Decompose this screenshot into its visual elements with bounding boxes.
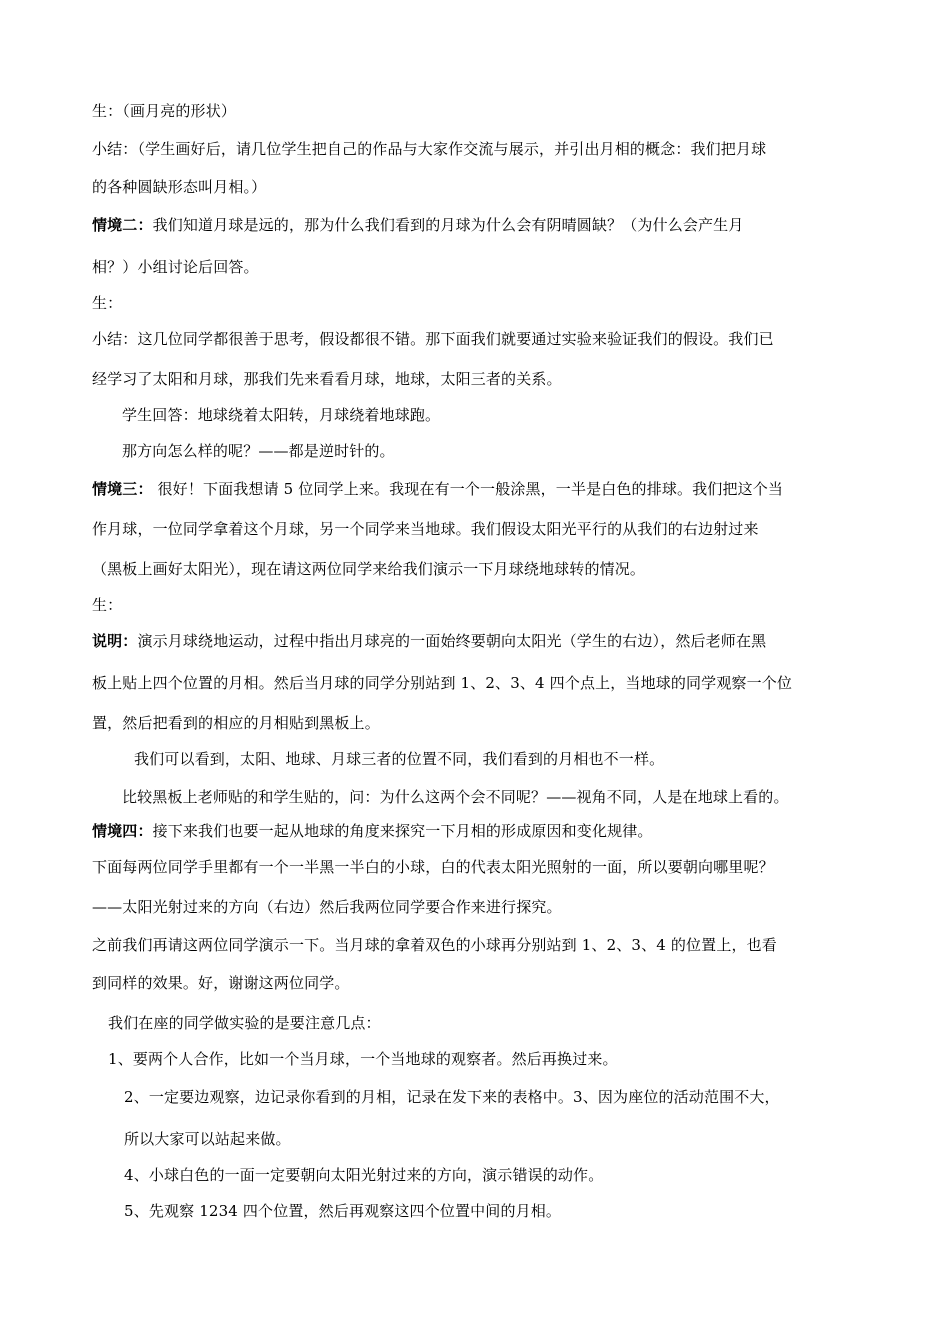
scene-2-label: 情境二：	[92, 216, 153, 234]
list-item: 2、一定要边观察，边记录你看到的月相，记录在发下来的表格中。3、因为座位的活动范围不大，	[124, 1088, 780, 1106]
scene-4-label: 情境四：	[92, 822, 153, 840]
text-line: 那方向怎么样的呢？——都是逆时针的。	[122, 442, 395, 460]
text-line: 下面每两位同学手里都有一个一半黑一半白的小球，白的代表太阳光照射的一面，所以要朝向哪里呢？	[92, 858, 774, 876]
paragraph-note	[92, 630, 872, 652]
text-line: 学生回答：地球绕着太阳转，月球绕着地球跑。	[122, 406, 441, 424]
note-label: 说明：	[92, 632, 138, 650]
paragraph-scene-2	[92, 214, 872, 236]
text-line: ——太阳光射过来的方向（右边）然后我两位同学要合作来进行探究。	[92, 898, 562, 916]
scene-3-label: 情境三：	[92, 480, 153, 498]
text-line: 小结：（学生画好后，请几位学生把自己的作品与大家作交流与展示，并引出月相的概念：我们把月球	[92, 140, 767, 158]
text-line: 我们在座的同学做实验的是要注意几点：	[108, 1014, 381, 1032]
text-line: 生：	[92, 596, 123, 614]
text-line: 比较黑板上老师贴的和学生贴的，问：为什么这两个会不同呢？——视角不同，人是在地球上看的。	[122, 788, 789, 806]
text-line: 到同样的效果。好，谢谢这两位同学。	[92, 974, 350, 992]
text-line: 板上贴上四个位置的月相。然后当月球的同学分别站到 1、2、3、4 四个点上，当地球的同学观察一个位	[92, 674, 793, 692]
list-item: 1、要两个人合作，比如一个当月球，一个当地球的观察者。然后再换过来。	[108, 1050, 618, 1068]
text-line: 接下来我们也要一起从地球的角度来探究一下月相的形成原因和变化规律。	[152, 822, 653, 840]
text-line: 作月球，一位同学拿着这个月球，另一个同学来当地球。我们假设太阳光平行的从我们的右边射过来	[92, 520, 759, 538]
text-line: 很好！下面我想请 5 位同学上来。我现在有一个一般涂黑，一半是白色的排球。我们把这个当	[152, 480, 784, 498]
text-line: 小结：这几位同学都很善于思考，假设都很不错。那下面我们就要通过实验来验证我们的假设。我们已	[92, 330, 774, 348]
list-item: 5、先观察 1234 四个位置，然后再观察这四个位置中间的月相。	[124, 1202, 562, 1220]
text-line: 置，然后把看到的相应的月相贴到黑板上。	[92, 714, 380, 732]
list-item: 4、小球白色的一面一定要朝向太阳光射过来的方向，演示错误的动作。	[124, 1166, 604, 1184]
text-line: 之前我们再请这两位同学演示一下。当月球的拿着双色的小球再分别站到 1、2、3、4 的位置上，也看	[92, 936, 777, 954]
text-line: 我们可以看到，太阳、地球、月球三者的位置不同，我们看到的月相也不一样。	[134, 750, 665, 768]
text-line: 生：（画月亮的形状）	[92, 102, 237, 120]
text-line: （黑板上画好太阳光），现在请这两位同学来给我们演示一下月球绕地球转的情况。	[92, 560, 646, 578]
text-line: 所以大家可以站起来做。	[124, 1130, 291, 1148]
text-line: 演示月球绕地运动，过程中指出月球亮的一面始终要朝向太阳光（学生的右边），然后老师在黑	[137, 632, 767, 650]
text-line: 的各种圆缺形态叫月相。）	[92, 178, 267, 196]
paragraph-scene-4	[92, 820, 872, 842]
text-line: 生：	[92, 294, 123, 312]
text-line: 我们知道月球是远的，那为什么我们看到的月球为什么会有阴晴圆缺？（为什么会产生月	[152, 216, 744, 234]
paragraph-scene-3	[92, 478, 872, 500]
text-line: 相？）小组讨论后回答。	[92, 258, 259, 276]
text-line: 经学习了太阳和月球，那我们先来看看月球，地球，太阳三者的关系。	[92, 370, 562, 388]
